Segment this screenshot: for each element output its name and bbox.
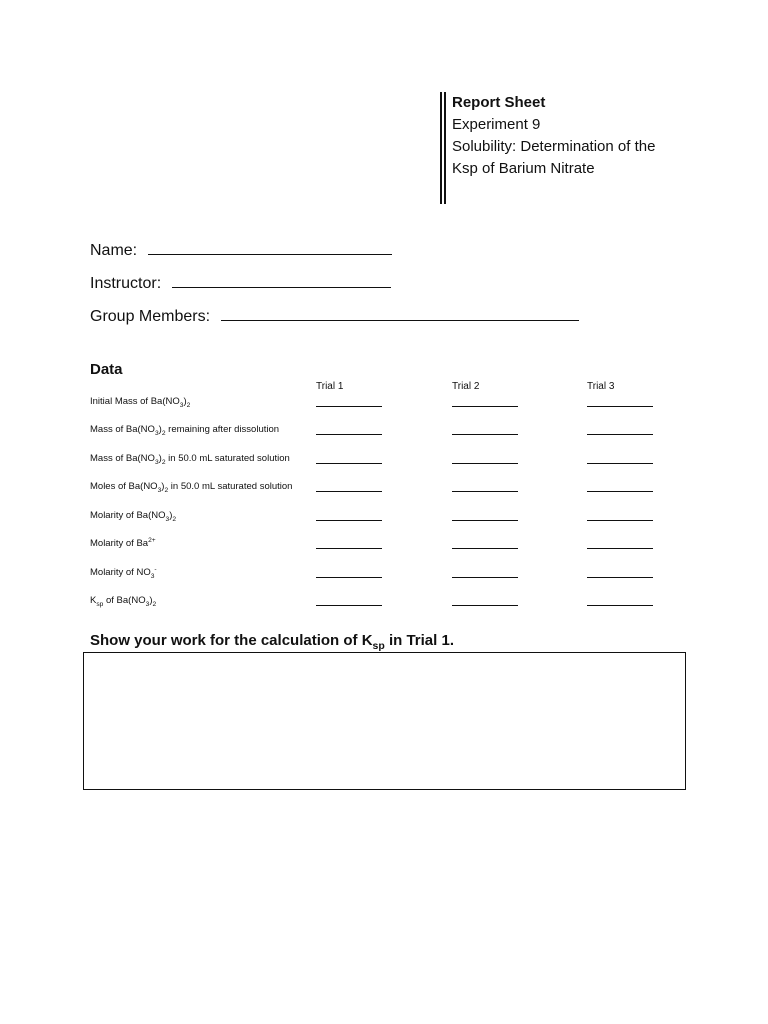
row-label-molarity-ba-no3: Molarity of $Ba(NO_3)_2$: [90, 510, 177, 523]
answer-blank[interactable]: [316, 434, 382, 435]
name-label: Name:: [90, 242, 138, 259]
answer-blank[interactable]: [316, 548, 382, 549]
answer-blank[interactable]: [316, 406, 382, 407]
row-label-mass-remaining: Mass of $Ba(NO_3)_2$ remaining after dissolution: [90, 424, 280, 437]
header-rule-left: [440, 92, 442, 204]
answer-blank[interactable]: [316, 520, 382, 521]
work-box[interactable]: [83, 652, 686, 790]
instructor-field[interactable]: [172, 271, 391, 288]
header-rule-right: [444, 92, 446, 204]
answer-blank[interactable]: [587, 463, 653, 464]
row-label-molarity-no3: Molarity of $NO_3^-$: [90, 565, 157, 580]
answer-blank[interactable]: [452, 605, 518, 606]
name-field[interactable]: [148, 238, 392, 255]
group-label: Group Members:: [90, 308, 211, 325]
trial-1-header: Trial 1: [316, 381, 344, 392]
answer-blank[interactable]: [587, 605, 653, 606]
report-title: Report Sheet: [452, 94, 546, 111]
answer-blank[interactable]: [587, 548, 653, 549]
answer-blank[interactable]: [587, 434, 653, 435]
row-label-initial-mass: Initial Mass of $Ba(NO_3)_2$: [90, 396, 191, 409]
group-members-field[interactable]: [221, 304, 579, 321]
answer-blank[interactable]: [452, 520, 518, 521]
data-heading: Data: [90, 361, 123, 378]
answer-blank[interactable]: [452, 577, 518, 578]
work-heading: Show your work for the calculation of $K_{sp}$ in Trial 1.: [90, 632, 454, 652]
row-label-molarity-ba: Molarity of $Ba^{2+}$: [90, 536, 156, 549]
answer-blank[interactable]: [452, 491, 518, 492]
header-text: [452, 92, 655, 180]
answer-blank[interactable]: [452, 406, 518, 407]
answer-blank[interactable]: [587, 491, 653, 492]
row-label-mass-in-solution: Mass of $Ba(NO_3)_2$ in 50.0 mL saturated solution: [90, 453, 290, 466]
instructor-label: Instructor:: [90, 275, 162, 292]
answer-blank[interactable]: [452, 548, 518, 549]
experiment-number: Experiment 9: [452, 116, 541, 133]
answer-blank[interactable]: [587, 406, 653, 407]
answer-blank[interactable]: [452, 434, 518, 435]
instructor-row: [90, 271, 391, 293]
answer-blank[interactable]: [316, 491, 382, 492]
row-label-ksp: $K_{sp}$ of $Ba(NO_3)_2$: [90, 595, 157, 608]
answer-blank[interactable]: [587, 520, 653, 521]
trial-3-header: Trial 3: [587, 381, 615, 392]
name-row: [90, 238, 392, 260]
trial-2-header: Trial 2: [452, 381, 480, 392]
answer-blank[interactable]: [587, 577, 653, 578]
answer-blank[interactable]: [452, 463, 518, 464]
answer-blank[interactable]: [316, 577, 382, 578]
group-row: [90, 304, 579, 326]
row-label-moles-in-solution: Moles of $Ba(NO_3)_2$ in 50.0 mL saturated solution: [90, 481, 293, 494]
answer-blank[interactable]: [316, 605, 382, 606]
experiment-subtitle-line1: Solubility: Determination of the: [452, 138, 656, 155]
experiment-subtitle-line2: Ksp of Barium Nitrate: [452, 160, 595, 177]
answer-blank[interactable]: [316, 463, 382, 464]
report-header: [440, 92, 730, 204]
